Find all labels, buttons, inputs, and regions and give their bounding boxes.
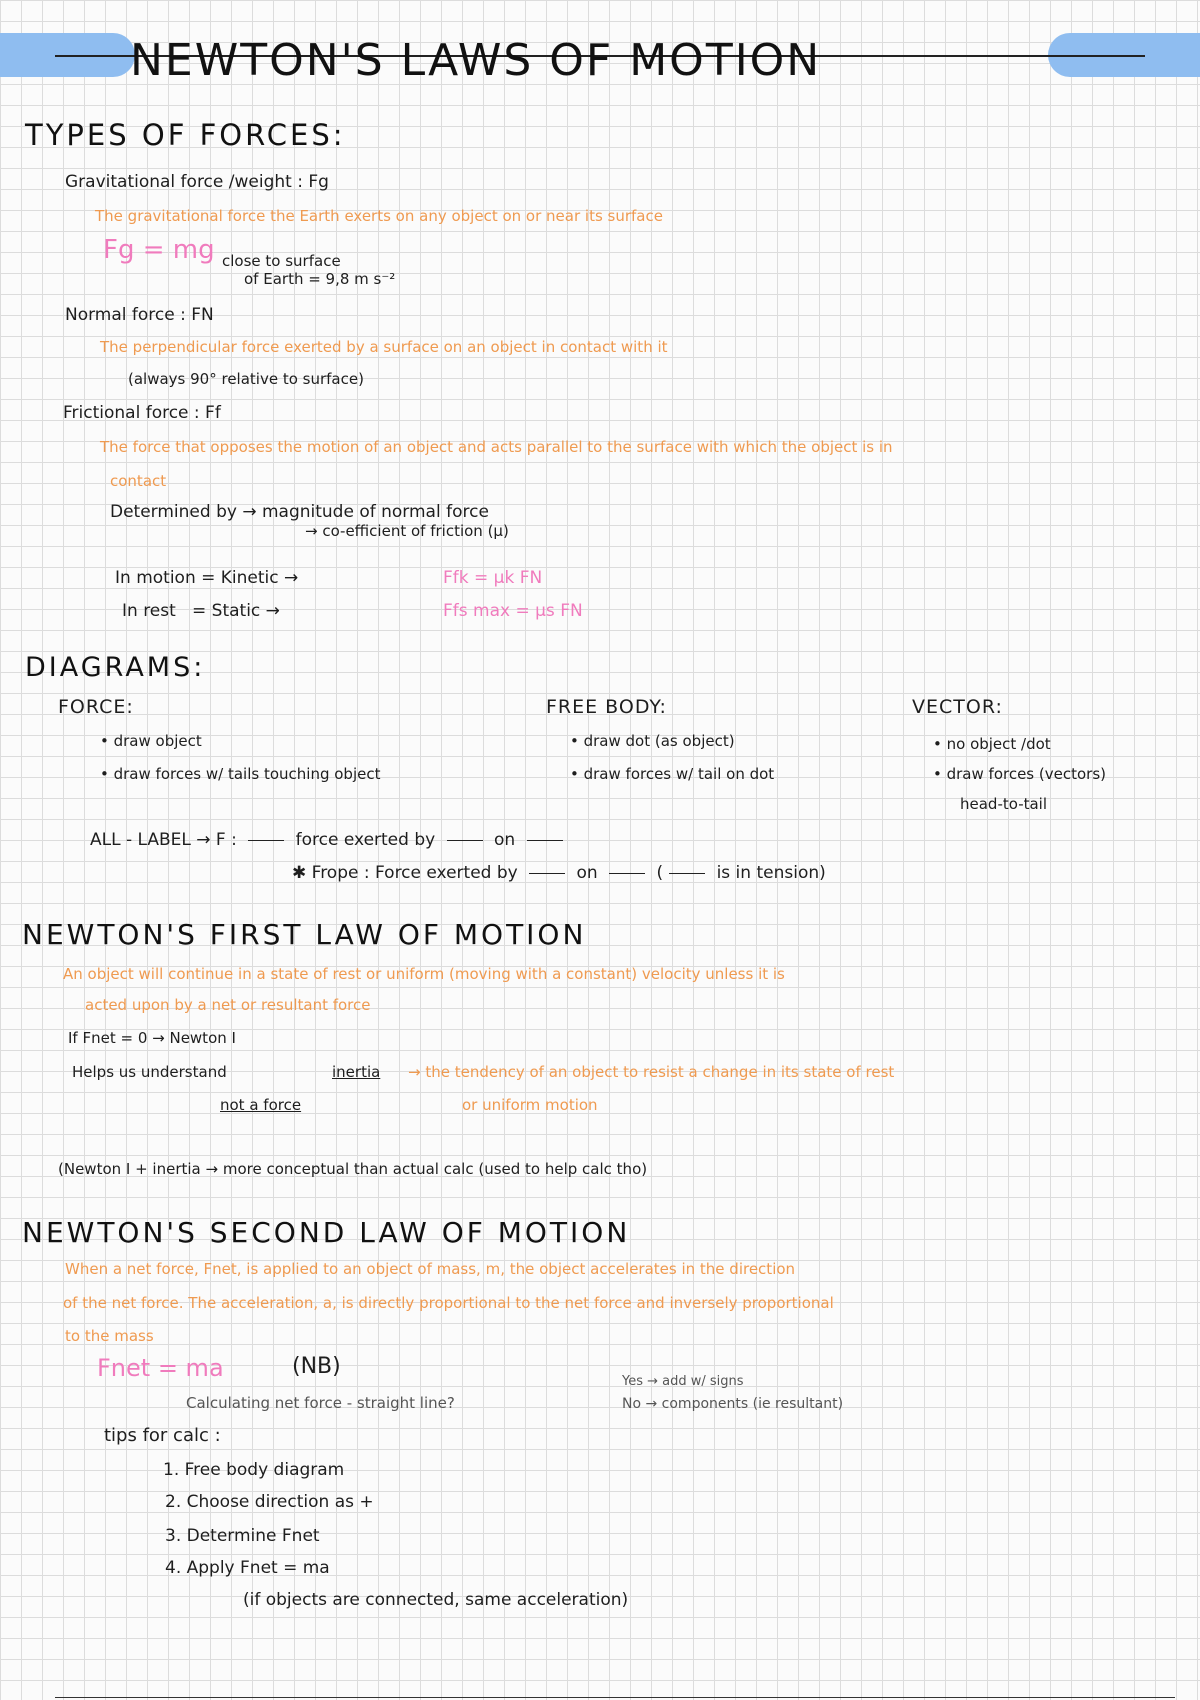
label-line-on: on	[494, 830, 516, 850]
second-law-heading: NEWTON'S SECOND LAW OF MOTION	[22, 1216, 631, 1249]
friction-definition-1: The force that opposes the motion of an object and acts parallel to the surface with which the object is in	[100, 438, 893, 456]
nb-note: (NB)	[292, 1354, 341, 1379]
calc-question: Calculating net force - straight line?	[186, 1394, 455, 1412]
kinetic-line: In motion = Kinetic →	[115, 568, 299, 588]
second-law-definition-2: of the net force. The acceleration, a, is directly proportional to the net force and inversely proportional	[63, 1294, 834, 1312]
tip-note: (if objects are connected, same acceleration)	[243, 1590, 629, 1610]
rope-line-tension: is in tension)	[716, 863, 826, 883]
rope-line	[292, 863, 826, 883]
vector-step-3: head-to-tail	[960, 795, 1048, 813]
tips-heading: tips for calc :	[104, 1425, 221, 1446]
blank-line	[609, 873, 645, 874]
blank-line	[529, 873, 565, 874]
first-law-heading: NEWTON'S FIRST LAW OF MOTION	[22, 918, 587, 951]
first-law-helps: Helps us understand	[72, 1063, 227, 1081]
second-law-definition-3: to the mass	[65, 1327, 154, 1345]
free-body-heading: FREE BODY:	[546, 696, 667, 718]
grav-formula: Fg = mg	[103, 235, 215, 265]
determined-line-2: → co-efficient of friction (μ)	[305, 522, 509, 540]
blank-line	[447, 840, 483, 841]
kinetic-formula: Ffk = μk FN	[443, 568, 543, 588]
not-a-force-note: not a force	[220, 1096, 302, 1114]
blank-line	[527, 840, 563, 841]
rope-line-paren: (	[656, 863, 664, 883]
force-diagram-step-2: • draw forces w/ tails touching object	[100, 765, 381, 783]
label-line-middle: force exerted by	[295, 830, 436, 850]
normal-label: Normal force : FN	[65, 305, 214, 325]
inertia-term: inertia	[332, 1063, 381, 1081]
normal-note: (always 90° relative to surface)	[128, 370, 364, 388]
free-body-step-1: • draw dot (as object)	[570, 732, 735, 750]
vector-step-2: • draw forces (vectors)	[933, 765, 1106, 783]
title-band	[0, 33, 1200, 86]
rope-line-prefix: ✱ Frope : Force exerted by	[292, 863, 518, 883]
static-line: In rest = Static →	[122, 601, 280, 621]
grav-definition: The gravitational force the Earth exerts on any object on or near its surface	[95, 207, 663, 225]
grav-note-1: close to surface	[222, 252, 341, 270]
inertia-definition-1: → the tendency of an object to resist a change in its state of rest	[408, 1063, 895, 1081]
tip-1: 1. Free body diagram	[163, 1460, 345, 1480]
free-body-step-2: • draw forces w/ tail on dot	[570, 765, 775, 783]
first-law-definition-1: An object will continue in a state of rest or uniform (moving with a constant) velocity unless it is	[63, 965, 785, 983]
first-law-definition-2: acted upon by a net or resultant force	[85, 996, 371, 1014]
grav-note-2: of Earth = 9,8 m s⁻²	[244, 270, 396, 288]
vector-heading: VECTOR:	[912, 696, 1003, 718]
tip-2: 2. Choose direction as +	[165, 1492, 374, 1512]
conceptual-note: (Newton I + inertia → more conceptual than actual calc (used to help calc tho)	[58, 1160, 648, 1178]
page-bottom-rule	[55, 1697, 1175, 1698]
calc-yes-branch: Yes → add w/ signs	[622, 1374, 744, 1389]
diagrams-heading: DIAGRAMS:	[25, 652, 206, 683]
force-diagram-step-1: • draw object	[100, 732, 202, 750]
types-heading: TYPES OF FORCES:	[25, 118, 346, 152]
friction-label: Frictional force : Ff	[63, 403, 221, 423]
inertia-definition-2: or uniform motion	[462, 1096, 598, 1114]
calc-no-branch: No → components (ie resultant)	[622, 1396, 844, 1412]
determined-line-1: Determined by → magnitude of normal force	[110, 502, 489, 522]
rope-line-on: on	[576, 863, 598, 883]
normal-definition: The perpendicular force exerted by a surface on an object in contact with it	[100, 338, 668, 356]
page-title: NEWTON'S LAWS OF MOTION	[130, 35, 822, 86]
label-line-prefix: ALL - LABEL → F :	[90, 830, 237, 850]
tip-4: 4. Apply Fnet = ma	[165, 1558, 330, 1578]
second-law-formula: Fnet = ma	[97, 1354, 224, 1382]
friction-definition-2: contact	[110, 472, 167, 490]
tip-3: 3. Determine Fnet	[165, 1526, 320, 1546]
static-formula: Ffs max = μs FN	[443, 601, 583, 621]
force-diagram-heading: FORCE:	[58, 696, 134, 718]
grav-label: Gravitational force /weight : Fg	[65, 172, 329, 192]
vector-step-1: • no object /dot	[933, 735, 1051, 753]
first-law-if-line: If Fnet = 0 → Newton I	[68, 1029, 236, 1047]
blank-line	[248, 840, 284, 841]
second-law-definition-1: When a net force, Fnet, is applied to an object of mass, m, the object accelerates in the direction	[65, 1260, 796, 1278]
label-line	[90, 830, 569, 850]
blank-line	[669, 873, 705, 874]
